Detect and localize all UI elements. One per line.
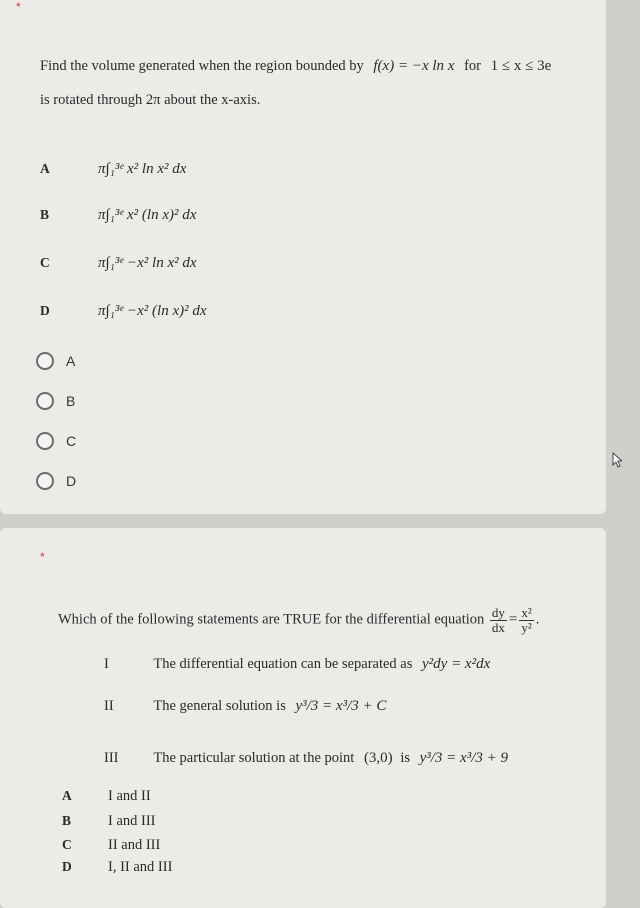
radio-label-d: D: [66, 473, 77, 489]
q2-prompt-text: Which of the following statements are TRUE for the differential equation: [58, 611, 485, 628]
q2-de-period: .: [535, 611, 540, 628]
q2-answer-row-a: [62, 787, 151, 805]
statement-text: The general solution is: [153, 698, 286, 714]
statement-math: y²dy = x²dx: [422, 656, 491, 672]
q2-de-rhs: [519, 606, 533, 634]
question-card-2: [0, 528, 606, 908]
q1-function: f(x) = −x ln x: [373, 58, 455, 74]
q2-statement-1: [104, 656, 490, 673]
question-1-line-1: [40, 58, 551, 75]
q1-choice-letter: D: [40, 303, 50, 318]
radio-label-c: C: [66, 433, 77, 449]
answer-letter: C: [62, 837, 72, 852]
q1-choice-row-c: [40, 254, 197, 272]
required-marker: *: [16, 0, 21, 14]
question-1-line-2: is rotated through 2π about the x-axis.: [40, 92, 261, 108]
q2-answer-row-d: [62, 858, 172, 876]
answer-letter: D: [62, 859, 72, 874]
q2-answer-row-c: [62, 836, 160, 854]
q2-answer-row-b: [62, 812, 156, 830]
q1-choice-row-b: [40, 206, 196, 224]
q1-choice-expression: π∫₁³ᵉ x² ln x² dx: [98, 161, 187, 177]
q1-choice-expression: π∫₁³ᵉ −x² (ln x)² dx: [98, 303, 207, 319]
answer-text: I, II and III: [108, 859, 173, 875]
q1-choice-expression: π∫₁³ᵉ x² (ln x)² dx: [98, 207, 197, 223]
radio-option-d[interactable]: [36, 472, 54, 490]
q2-de-rhs-num: x²: [521, 605, 532, 620]
radio-label-a: A: [66, 353, 76, 369]
q2-de-lhs: [490, 606, 507, 634]
statement-number: III: [104, 750, 119, 766]
statement-is: is: [400, 750, 410, 766]
required-marker: *: [40, 550, 45, 564]
statement-number: I: [104, 656, 109, 672]
answer-letter: A: [62, 788, 72, 803]
q1-prompt-text: Find the volume generated when the region bounded by: [40, 58, 364, 74]
statement-number: II: [104, 698, 114, 714]
q1-choice-letter: B: [40, 207, 50, 222]
q1-range: 1 ≤ x ≤ 3e: [490, 58, 552, 74]
q2-statement-3: [104, 750, 508, 767]
question-2-prompt: [58, 606, 539, 634]
q1-choice-letter: A: [40, 161, 50, 176]
statement-point: (3,0): [363, 750, 393, 766]
q1-choice-expression: π∫₁³ᵉ −x² ln x² dx: [98, 255, 197, 271]
q2-de-equals: =: [508, 611, 518, 628]
statement-math: y³/3 = x³/3 + C: [295, 698, 387, 714]
answer-text: II and III: [108, 837, 161, 853]
q2-de-lhs-num: dy: [491, 605, 505, 620]
q2-de-rhs-den: y²: [521, 619, 532, 635]
radio-option-a[interactable]: [36, 352, 54, 370]
statement-text: The differential equation can be separated as: [153, 656, 413, 672]
q1-choice-letter: C: [40, 255, 50, 270]
q2-de-lhs-den: dx: [491, 619, 505, 635]
q1-choice-row-a: [40, 160, 186, 178]
q2-statement-2: [104, 698, 386, 715]
radio-option-b[interactable]: [36, 392, 54, 410]
answer-text: I and III: [108, 813, 156, 829]
answer-text: I and II: [108, 788, 151, 804]
radio-option-c[interactable]: [36, 432, 54, 450]
answer-letter: B: [62, 813, 72, 828]
statement-text: The particular solution at the point: [153, 750, 355, 766]
radio-label-b: B: [66, 393, 76, 409]
q1-choice-row-d: [40, 302, 207, 320]
q1-for-text: for: [464, 58, 481, 74]
mouse-cursor-icon: [612, 452, 622, 468]
statement-math: y³/3 = x³/3 + 9: [419, 750, 508, 766]
